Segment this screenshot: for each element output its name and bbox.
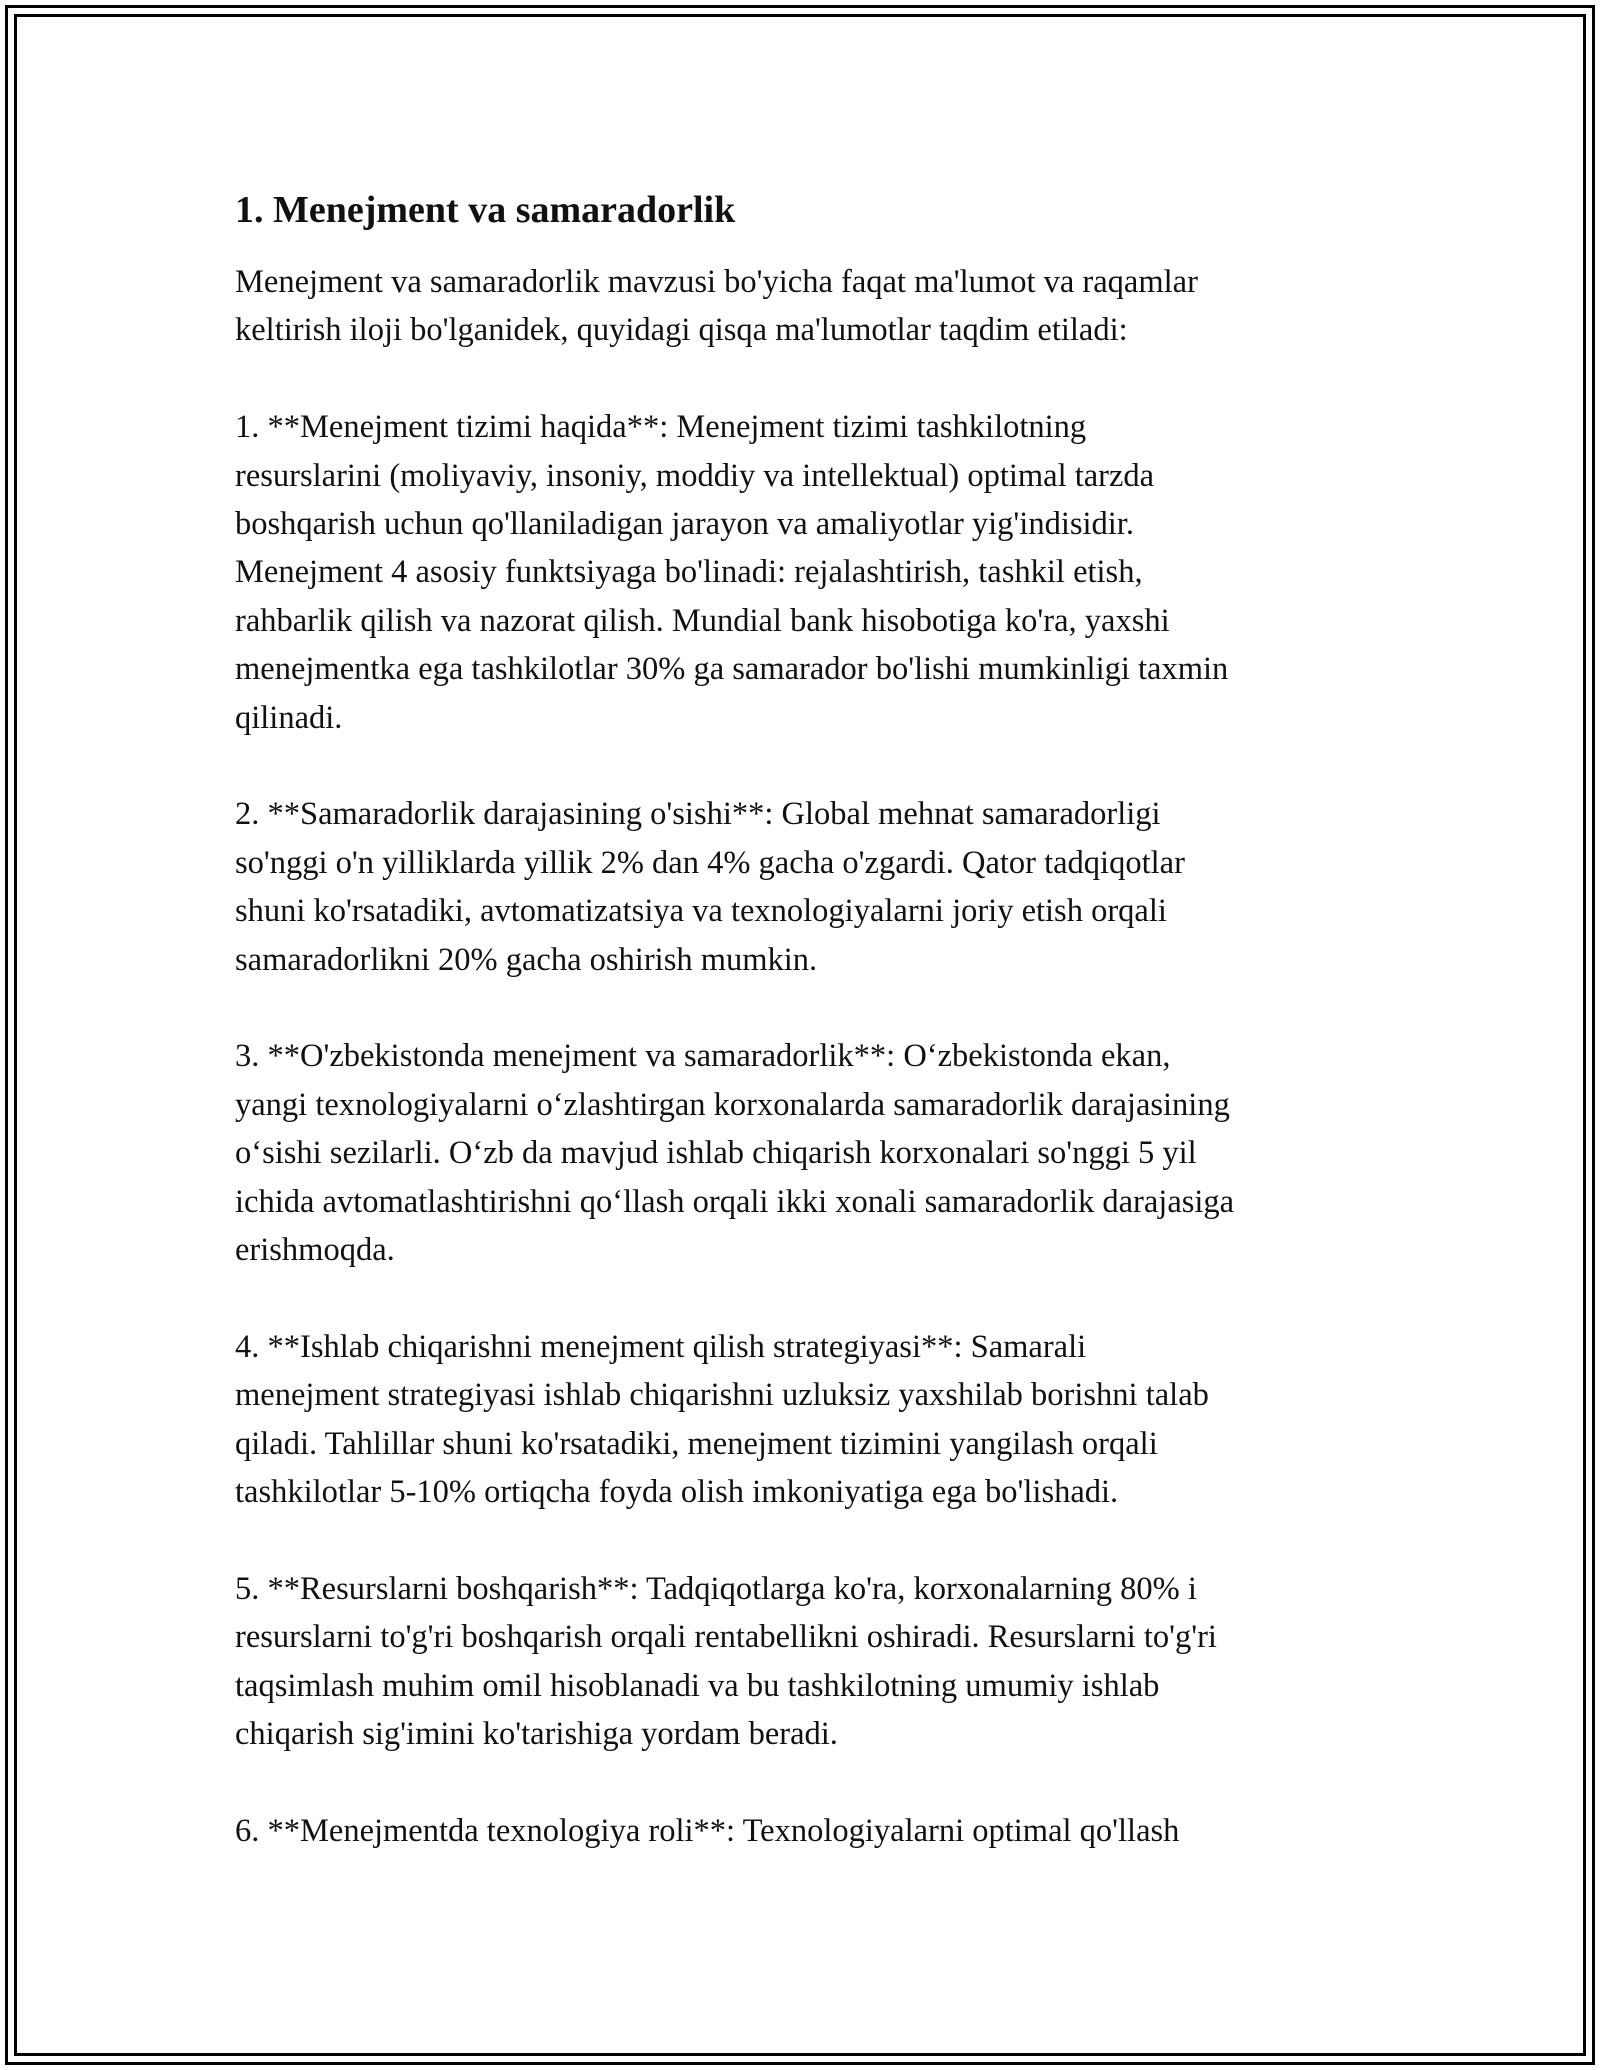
text-line: taqsimlash muhim omil hisoblanadi va bu tashkilotning umumiy ishlab <box>235 1667 1160 1704</box>
paragraph-item-4 <box>235 1323 1375 1517</box>
text-line: shuni ko'rsatadiki, avtomatizatsiya va texnologiyalarni joriy etish orqali <box>235 893 1167 930</box>
paragraph-item-1 <box>235 403 1375 742</box>
text-line: yangi texnologiyalarni o‘zlashtirgan korxonalarda samaradorlik darajasining <box>235 1086 1230 1123</box>
text-line: chiqarish sig'imini ko'tarishiga yordam beradi. <box>235 1716 838 1753</box>
text-line: o‘sishi sezilarli. O‘zb da mavjud ishlab chiqarish korxonalari so'nggi 5 yil <box>235 1135 1197 1172</box>
paragraph-item-3 <box>235 1032 1375 1274</box>
text-line: 4. **Ishlab chiqarishni menejment qilish strategiyasi**: Samarali <box>235 1328 1087 1365</box>
text-line: boshqarish uchun qo'llaniladigan jarayon va amaliyotlar yig'indisidir. <box>235 506 1134 543</box>
paragraph-item-6 <box>235 1807 1375 1855</box>
text-line: 5. **Resurslarni boshqarish**: Tadqiqotlarga ko'ra, korxonalarning 80% i <box>235 1570 1197 1607</box>
text-line: menejment strategiyasi ishlab chiqarishni uzluksiz yaxshilab borishni talab <box>235 1377 1209 1414</box>
text-line: 1. **Menejment tizimi haqida**: Menejment tizimi tashkilotning <box>235 409 1087 446</box>
paragraph-intro <box>235 258 1375 355</box>
text-line: 3. **O'zbekistonda menejment va samaradorlik**: O‘zbekistonda ekan, <box>235 1038 1171 1075</box>
text-line: rahbarlik qilish va nazorat qilish. Mundial bank hisobotiga ko'ra, yaxshi <box>235 602 1170 639</box>
text-line: Menejment va samaradorlik mavzusi bo'yicha faqat ma'lumot va raqamlar <box>235 264 1198 300</box>
text-line: erishmoqda. <box>235 1232 395 1269</box>
text-line: resurslarni to'g'ri boshqarish orqali rentabellikni oshiradi. Resurslarni to'g'ri <box>235 1619 1217 1656</box>
text-line: 2. **Samaradorlik darajasining o'sishi**: Global mehnat samaradorligi <box>235 796 1161 833</box>
text-line: keltirish iloji bo'lganidek, quyidagi qisqa ma'lumotlar taqdim etiladi: <box>235 312 1128 349</box>
text-line: ichida avtomatlashtirishni qo‘llash orqali ikki xonali samaradorlik darajasiga <box>235 1183 1235 1220</box>
text-line: samaradorlikni 20% gacha oshirish mumkin. <box>235 941 818 978</box>
paragraph-item-5 <box>235 1565 1375 1759</box>
text-line: so'nggi o'n yilliklarda yillik 2% dan 4% gacha o'zgardi. Qator tadqiqotlar <box>235 844 1185 881</box>
text-line: Menejment 4 asosiy funktsiyaga bo'linadi: rejalashtirish, tashkil etish, <box>235 554 1143 591</box>
document-body <box>235 186 1375 1904</box>
text-line: 6. **Menejmentda texnologiya roli**: Texnologiyalarni optimal qo'llash <box>235 1812 1180 1849</box>
text-line: resurslarini (moliyaviy, insoniy, moddiy va intellektual) optimal tarzda <box>235 457 1155 494</box>
text-line: tashkilotlar 5-10% ortiqcha foyda olish imkoniyatiga ega bo'lishadi. <box>235 1474 1119 1511</box>
text-line: qiladi. Tahlillar shuni ko'rsatadiki, menejment tizimini yangilash orqali <box>235 1425 1158 1462</box>
text-line: qilinadi. <box>235 699 343 736</box>
section-heading: 1. Menejment va samaradorlik <box>235 189 736 231</box>
paragraph-item-2 <box>235 790 1375 984</box>
text-line: menejmentka ega tashkilotlar 30% ga samarador bo'lishi mumkinligi taxmin <box>235 651 1229 688</box>
